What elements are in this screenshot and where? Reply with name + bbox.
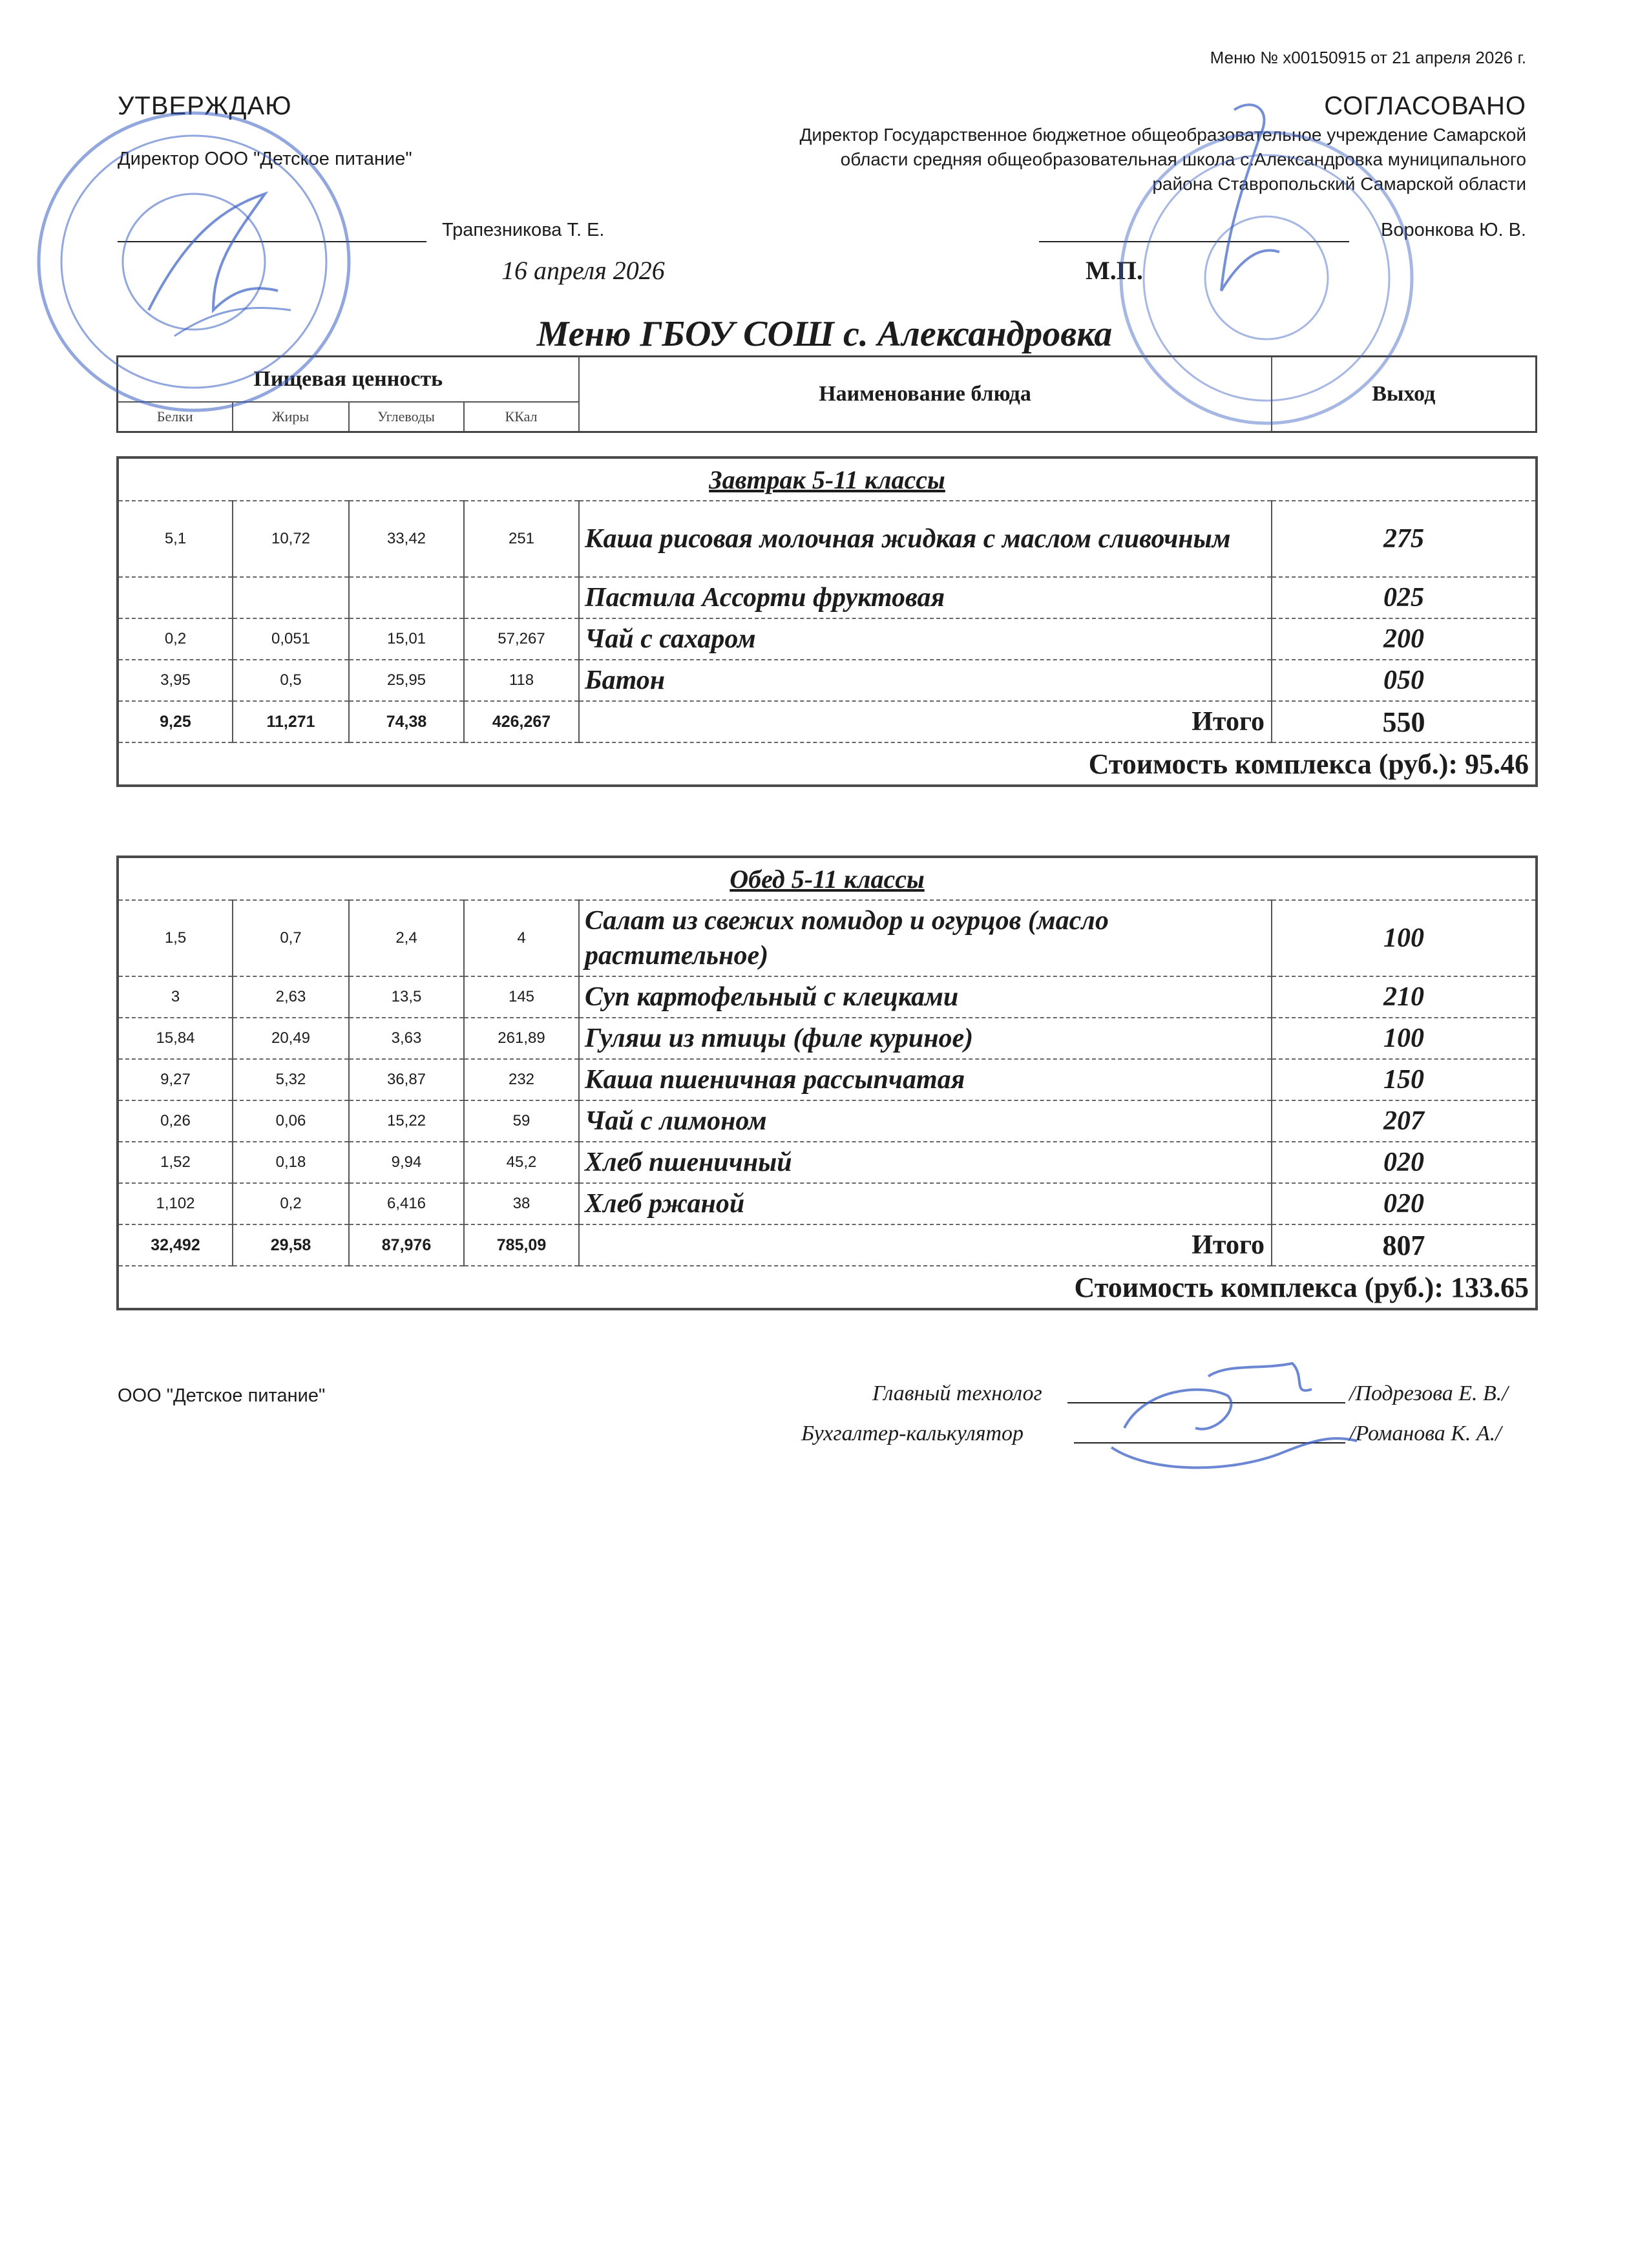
agreed-title: СОГЛАСОВАНО <box>1324 92 1526 120</box>
accountant-role: Бухгалтер-калькулятор <box>801 1422 1024 1445</box>
fat-cell: 0,2 <box>233 1183 349 1224</box>
kcal-cell: 4 <box>464 900 579 976</box>
total-kcal: 426,267 <box>464 701 579 742</box>
fat-cell: 20,49 <box>233 1018 349 1059</box>
carbs-cell: 13,5 <box>349 976 464 1018</box>
total-label: Итого <box>579 701 1272 742</box>
agreed-role-line: Директор Государственное бюджетное общеобразовательное учреждение Самарской <box>799 125 1526 145</box>
kcal-cell: 261,89 <box>464 1018 579 1059</box>
carbs-header: Углеводы <box>349 402 464 432</box>
total-kcal: 785,09 <box>464 1224 579 1266</box>
agreed-role-line: района Ставропольский Самарской области <box>1152 174 1526 194</box>
protein-header: Белки <box>118 402 233 432</box>
page-title: Меню ГБОУ СОШ с. Александровка <box>536 314 1113 354</box>
section-title: Обед 5-11 классы <box>118 857 1537 900</box>
approve-signature-line <box>118 241 426 242</box>
kcal-cell <box>464 577 579 618</box>
agreed-role <box>699 123 1526 196</box>
fat-cell: 0,7 <box>233 900 349 976</box>
lunch-table <box>116 856 1538 1310</box>
total-output: 807 <box>1272 1224 1537 1266</box>
menu-number: Меню № х00150915 от 21 апреля 2026 г. <box>1210 48 1526 67</box>
output-cell: 100 <box>1272 1018 1537 1059</box>
approve-name: Трапезникова Т. Е. <box>442 220 605 240</box>
carbs-cell: 15,01 <box>349 618 464 660</box>
approve-title: УТВЕРЖДАЮ <box>118 92 292 120</box>
carbs-cell: 6,416 <box>349 1183 464 1224</box>
total-label: Итого <box>579 1224 1272 1266</box>
fat-cell: 0,051 <box>233 618 349 660</box>
dish-cell: Пастила Ассорти фруктовая <box>579 577 1272 618</box>
kcal-cell: 45,2 <box>464 1142 579 1183</box>
total-protein: 9,25 <box>118 701 233 742</box>
fat-cell: 0,5 <box>233 660 349 701</box>
dish-cell: Каша пшеничная рассыпчатая <box>579 1059 1272 1100</box>
dish-cell: Гуляш из птицы (филе куриное) <box>579 1018 1272 1059</box>
accountant-signature-line <box>1074 1442 1345 1444</box>
technologist-signature-line <box>1067 1402 1345 1403</box>
dish-cell: Салат из свежих помидор и огурцов (масло растительное) <box>579 900 1272 976</box>
protein-cell: 1,52 <box>118 1142 233 1183</box>
total-fat: 11,271 <box>233 701 349 742</box>
carbs-cell: 2,4 <box>349 900 464 976</box>
carbs-cell: 25,95 <box>349 660 464 701</box>
dish-cell: Чай с лимоном <box>579 1100 1272 1142</box>
output-cell: 207 <box>1272 1100 1537 1142</box>
total-carbs: 87,976 <box>349 1224 464 1266</box>
protein-cell: 1,5 <box>118 900 233 976</box>
fat-header: Жиры <box>233 402 349 432</box>
output-cell: 275 <box>1272 501 1537 577</box>
dish-cell: Суп картофельный с клецками <box>579 976 1272 1018</box>
kcal-header: ККал <box>464 402 579 432</box>
section-title: Завтрак 5-11 классы <box>118 457 1537 501</box>
technologist-name: /Подрезова Е. В./ <box>1349 1381 1508 1405</box>
carbs-cell: 15,22 <box>349 1100 464 1142</box>
dish-cell: Хлеб ржаной <box>579 1183 1272 1224</box>
accountant-name: /Романова К. А./ <box>1349 1422 1502 1445</box>
kcal-cell: 232 <box>464 1059 579 1100</box>
output-cell: 025 <box>1272 577 1537 618</box>
agreed-signature-line <box>1039 241 1349 242</box>
agreed-role-line: области средняя общеобразовательная школа с.Александровка муниципального <box>840 149 1526 169</box>
dish-cell: Хлеб пшеничный <box>579 1142 1272 1183</box>
approve-date: 16 апреля 2026 <box>501 256 665 285</box>
output-cell: 020 <box>1272 1183 1537 1224</box>
protein-cell: 5,1 <box>118 501 233 577</box>
carbs-cell: 3,63 <box>349 1018 464 1059</box>
dish-cell: Батон <box>579 660 1272 701</box>
output-cell: 100 <box>1272 900 1537 976</box>
kcal-cell: 251 <box>464 501 579 577</box>
kcal-cell: 38 <box>464 1183 579 1224</box>
total-output: 550 <box>1272 701 1537 742</box>
fat-cell: 0,06 <box>233 1100 349 1142</box>
section-cost: Стоимость комплекса (руб.): 133.65 <box>1074 1271 1529 1303</box>
output-cell: 210 <box>1272 976 1537 1018</box>
protein-cell: 3 <box>118 976 233 1018</box>
protein-cell: 1,102 <box>118 1183 233 1224</box>
dish-cell: Каша рисовая молочная жидкая с маслом сливочным <box>579 501 1272 577</box>
fat-cell <box>233 577 349 618</box>
fat-cell: 5,32 <box>233 1059 349 1100</box>
footer-company: ООО "Детское питание" <box>118 1385 326 1406</box>
approve-role: Директор ООО "Детское питание" <box>118 149 412 169</box>
kcal-cell: 145 <box>464 976 579 1018</box>
total-carbs: 74,38 <box>349 701 464 742</box>
section-cost: Стоимость комплекса (руб.): 95.46 <box>1088 748 1529 780</box>
technologist-signature <box>1098 1350 1370 1480</box>
column-header-table <box>116 355 1537 433</box>
protein-cell: 15,84 <box>118 1018 233 1059</box>
nutrition-header: Пищевая ценность <box>118 357 579 403</box>
protein-cell: 0,26 <box>118 1100 233 1142</box>
kcal-cell: 118 <box>464 660 579 701</box>
protein-cell: 3,95 <box>118 660 233 701</box>
output-cell: 050 <box>1272 660 1537 701</box>
output-cell: 150 <box>1272 1059 1537 1100</box>
dish-header: Наименование блюда <box>579 357 1272 432</box>
technologist-role: Главный технолог <box>872 1381 1042 1405</box>
fat-cell: 2,63 <box>233 976 349 1018</box>
carbs-cell: 9,94 <box>349 1142 464 1183</box>
total-protein: 32,492 <box>118 1224 233 1266</box>
carbs-cell <box>349 577 464 618</box>
protein-cell <box>118 577 233 618</box>
fat-cell: 10,72 <box>233 501 349 577</box>
protein-cell: 9,27 <box>118 1059 233 1100</box>
fat-cell: 0,18 <box>233 1142 349 1183</box>
dish-cell: Чай с сахаром <box>579 618 1272 660</box>
output-header: Выход <box>1272 357 1537 432</box>
carbs-cell: 36,87 <box>349 1059 464 1100</box>
kcal-cell: 59 <box>464 1100 579 1142</box>
agreed-name: Воронкова Ю. В. <box>1381 220 1526 240</box>
stamp-mark: М.П. <box>1086 256 1143 285</box>
carbs-cell: 33,42 <box>349 501 464 577</box>
protein-cell: 0,2 <box>118 618 233 660</box>
kcal-cell: 57,267 <box>464 618 579 660</box>
output-cell: 020 <box>1272 1142 1537 1183</box>
total-fat: 29,58 <box>233 1224 349 1266</box>
breakfast-table <box>116 456 1538 787</box>
output-cell: 200 <box>1272 618 1537 660</box>
